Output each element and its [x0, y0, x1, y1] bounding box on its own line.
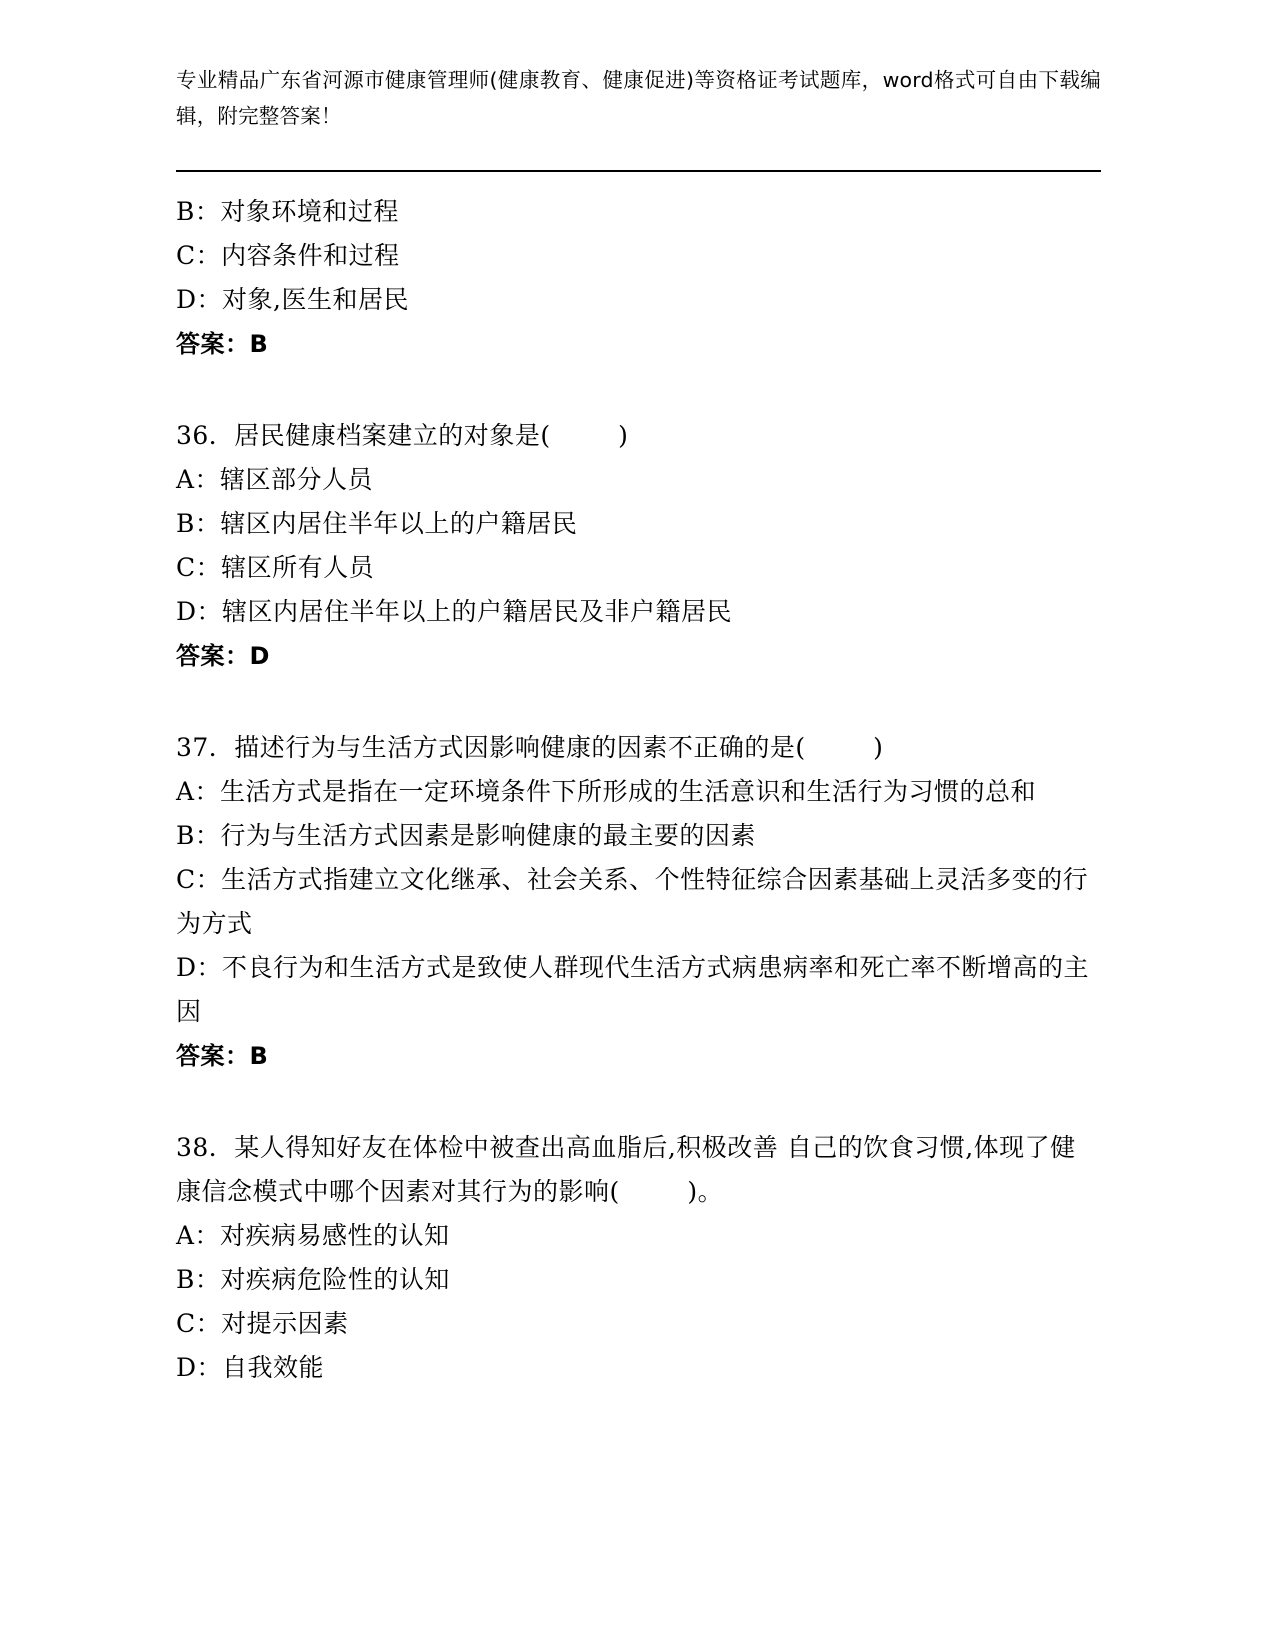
question-stem: 38．某人得知好友在体检中被查出高血脂后,积极改善 自己的饮食习惯,体现了健康信念模式中哪个因素对其行为的影响( )。	[176, 1133, 1076, 1206]
question-block-38	[176, 1126, 1101, 1390]
answer-label: 答案：	[176, 1042, 250, 1070]
question-block-37	[176, 726, 1101, 1078]
page-content	[176, 62, 1101, 1438]
page-header-text: 专业精品广东省河源市健康管理师(健康教育、健康促进)等资格证考试题库，word格式可自由下载编辑，附完整答案！	[176, 68, 1101, 128]
question-block-36	[176, 414, 1101, 678]
option-line: A：对疾病易感性的认知	[176, 1221, 450, 1250]
option-line: D：自我效能	[176, 1353, 325, 1382]
question-stem: 37．描述行为与生活方式因影响健康的因素不正确的是( )	[176, 733, 884, 762]
answer-label: 答案：	[176, 330, 250, 358]
question-block-carryover	[176, 190, 1101, 366]
answer-line	[176, 634, 1101, 678]
question-stem: 36．居民健康档案建立的对象是( )	[176, 421, 629, 450]
answer-value: B	[249, 330, 269, 358]
option-line: B：辖区内居住半年以上的户籍居民	[176, 509, 578, 538]
answer-line	[176, 1034, 1101, 1078]
option-line: B：对疾病危险性的认知	[176, 1265, 450, 1294]
option-line: B：对象环境和过程	[176, 197, 399, 226]
option-line: C：辖区所有人员	[176, 553, 375, 582]
answer-line	[176, 322, 1101, 366]
option-line: D：不良行为和生活方式是致使人群现代生活方式病患病率和死亡率不断增高的主因	[176, 953, 1090, 1026]
question-list	[176, 190, 1101, 1390]
option-line: C：对提示因素	[176, 1309, 349, 1338]
answer-value: B	[249, 1042, 269, 1070]
option-line: A：辖区部分人员	[176, 465, 374, 494]
option-line: D：对象,医生和居民	[176, 285, 409, 314]
option-line: C：生活方式指建立文化继承、社会关系、个性特征综合因素基础上灵活多变的行为方式	[176, 865, 1089, 938]
option-line: D：辖区内居住半年以上的户籍居民及非户籍居民	[176, 597, 733, 626]
header-divider	[176, 170, 1101, 172]
answer-label: 答案：	[176, 642, 250, 670]
option-line: A：生活方式是指在一定环境条件下所形成的生活意识和生活行为习惯的总和	[176, 777, 1037, 806]
option-line: B：行为与生活方式因素是影响健康的最主要的因素	[176, 821, 756, 850]
option-line: C：内容条件和过程	[176, 241, 400, 270]
answer-value: D	[249, 642, 270, 670]
